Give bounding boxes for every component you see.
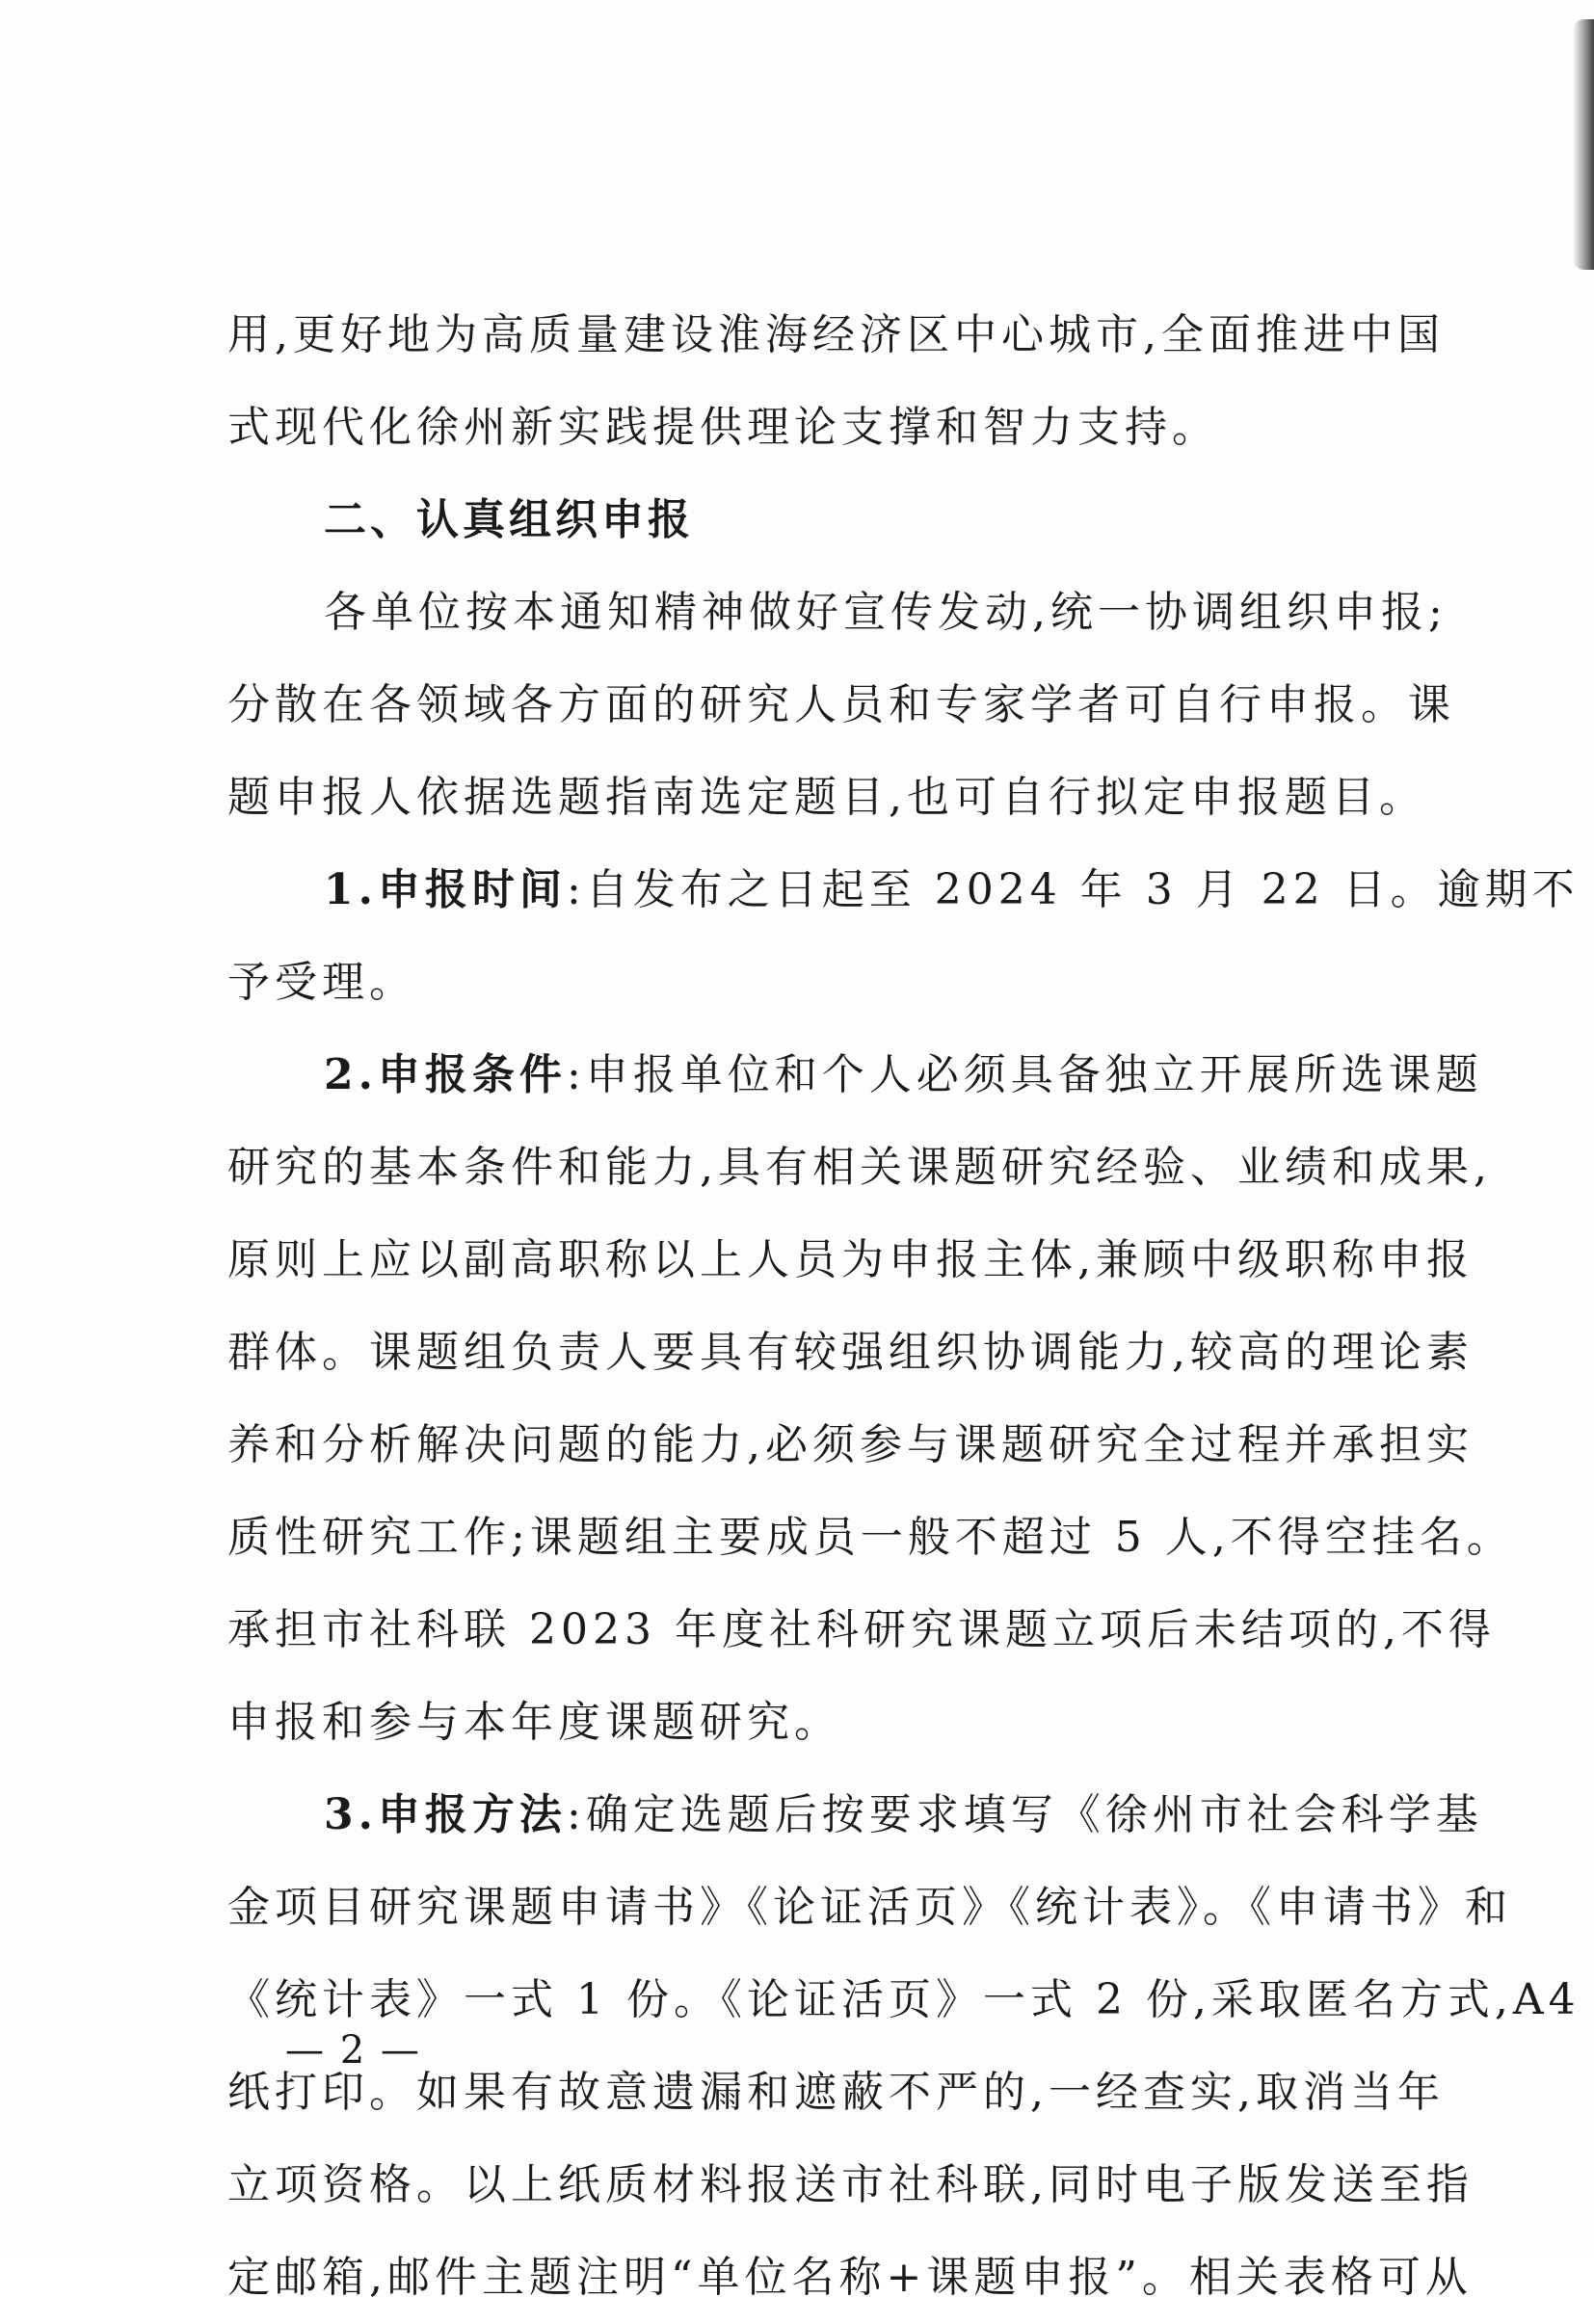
body-line: 分散在各领域各方面的研究人员和专家学者可自行申报。课 (227, 680, 1455, 729)
body-line: 群体。课题组负责人要具有较强组织协调能力,较高的理论素 (227, 1328, 1474, 1377)
body-line: 立项资格。以上纸质材料报送市社科联,同时电子版发送至指 (227, 2160, 1474, 2209)
body-line: 纸打印。如果有故意遗漏和遮蔽不严的,一经查实,取消当年 (227, 2068, 1445, 2117)
body-line: 用,更好地为高质量建设淮海经济区中心城市,全面推进中国 (227, 310, 1445, 359)
body-line: 研究的基本条件和能力,具有相关课题研究经验、业绩和成果, (227, 1143, 1492, 1192)
body-line: 予受理。 (227, 958, 416, 1007)
page-number: — 2 — (285, 2028, 421, 2073)
body-line: 申报和参与本年度课题研究。 (227, 1698, 841, 1747)
item-1-text: :自发布之日起至 2024 年 3 月 22 日。逾期不 (566, 865, 1580, 914)
body-line: 题申报人依据选题指南选定题目,也可自行拟定申报题目。 (227, 773, 1426, 822)
body-line: 质性研究工作;课题组主要成员一般不超过 5 人,不得空挂名。 (227, 1513, 1514, 1562)
item-3-text: :确定选题后按要求填写《徐州市社会科学基 (566, 1790, 1483, 1839)
section-heading: 二、认真组织申报 (324, 495, 694, 544)
item-3-first-line (227, 1769, 1483, 1862)
document-body (227, 289, 1581, 2324)
body-line: 各单位按本通知精神做好宣传发动,统一协调组织申报; (324, 588, 1448, 637)
body-line: 《统计表》一式 1 份。《论证活页》一式 2 份,采取匿名方式,A4 (227, 1975, 1581, 2024)
body-line: 养和分析解决问题的能力,必须参与课题研究全过程并承担实 (227, 1420, 1474, 1469)
body-line: 金项目研究课题申请书》《论证活页》《统计表》。《申请书》和 (227, 1883, 1512, 1932)
item-1-label: 1.申报时间 (324, 865, 567, 914)
body-line: 式现代化徐州新实践提供理论支撑和智力支持。 (227, 403, 1219, 452)
body-line: 定邮箱,邮件主题注明“单位名称+课题申报”。相关表格可从 (227, 2253, 1473, 2302)
scan-edge-shadow (1573, 19, 1594, 270)
item-1-first-line (227, 844, 1580, 937)
item-2-first-line (227, 1029, 1483, 1122)
body-line: 承担市社科联 2023 年度社科研究课题立项后未结项的,不得 (227, 1605, 1496, 1654)
item-2-text: :申报单位和个人必须具备独立开展所选课题 (566, 1050, 1483, 1099)
item-3-label: 3.申报方法 (324, 1790, 567, 1839)
body-line: 原则上应以副高职称以上人员为申报主体,兼顾中级职称申报 (227, 1235, 1474, 1284)
item-2-label: 2.申报条件 (324, 1050, 567, 1099)
